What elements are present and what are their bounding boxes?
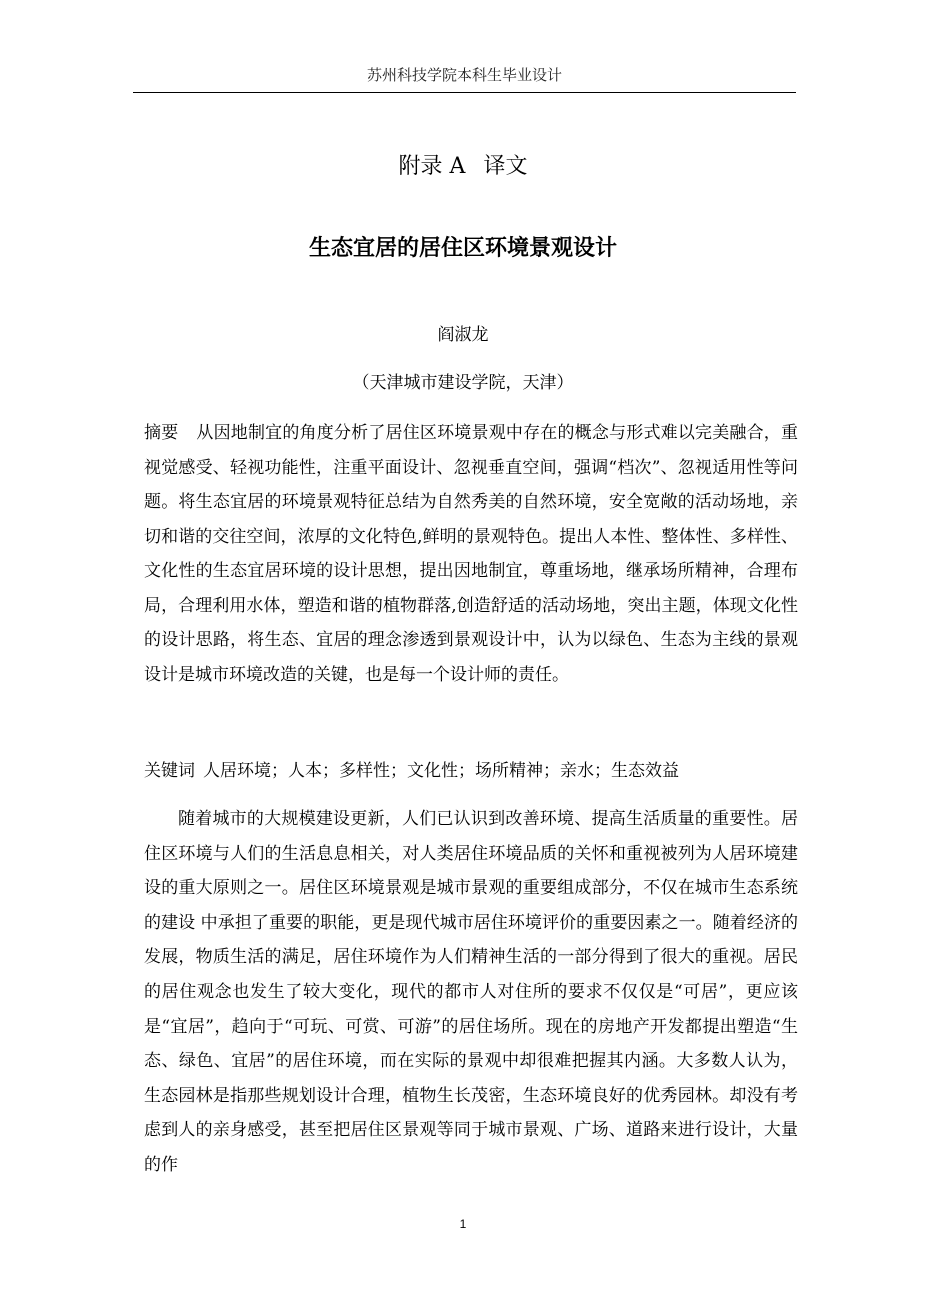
paper-title: 生态宜居的居住区环境景观设计 [308, 236, 617, 261]
appendix-label: 附录 A [398, 154, 466, 179]
paper-author: 阎淑龙 [437, 325, 489, 345]
keywords-label: 关键词 [144, 761, 195, 781]
appendix-heading [0, 152, 926, 182]
header-text: 苏州科技学院本科生毕业设计 [366, 66, 562, 84]
abstract [144, 416, 798, 692]
abstract-label: 摘要 [144, 423, 179, 443]
paper-affiliation: （天津城市建设学院，天津） [352, 373, 574, 393]
keywords [144, 756, 798, 786]
abstract-text: 从因地制宜的角度分析了居住区环境景观中存在的概念与形式难以完美融合，重视觉感受、轻视功能性，注重平面设计、忽视垂直空间，强调“档次”、忽视适用性等问题。将生态宜居的环境景观特征总结为自然秀美的自然环境，安全宽敞的活动场地，亲切和谐的交往空间，浓厚的文化特色,鲜明的景观特色。提出人本性、整体性、多样性、文化性的生态宜居环境的设计思想，提出因地制宜，尊重场地，继承场所精神，合理布局，合理利用水体，塑造和谐的植物群落,创造舒适的活动场地，突出主题，体现文化性的设计思路，将生态、宜居的理念渗透到景观设计中，认为以绿色、生态为主线的景观设计是城市环境改造的关键，也是每一个设计师的责任。 [144, 423, 799, 685]
page-number: 1 [459, 1217, 467, 1231]
page-header [133, 64, 796, 93]
keywords-text: 人居环境；人本；多样性；文化性；场所精神；亲水；生态效益 [203, 761, 679, 781]
body-paragraph: 随着城市的大规模建设更新，人们已认识到改善环境、提高生活质量的重要性。居住区环境与人们的生活息息相关，对人类居住环境品质的关怀和重视被列为人居环境建设的重大原则之一。居住区环境景观是城市景观的重要组成部分，不仅在城市生态系统的建设 中承担了重要的职能，更是现代城市居住环境评价的重要因素之一。随着经济的发展，物质生活的满足，居住环境作为人们精神生活的一部分得到了很大的重视。居民的居住观念也发生了较大变化，现代的都市人对住所的要求不仅仅是“可居”，更应该是“宜居”，趋向于“可玩、可赏、可游”的居住场所。现在的房地产开发都提出塑造“生态、绿色、宜居”的居住环境，而在实际的景观中却很难把握其内涵。大多数人认为，生态园林是指那些规划设计合理，植物生长茂密，生态环境良好的优秀园林。却没有考虑到人的亲身感受，甚至把居住区景观等同于城市景观、广场、道路来进行设计，大量的作 [144, 809, 798, 1175]
appendix-title: 译文 [483, 154, 528, 179]
